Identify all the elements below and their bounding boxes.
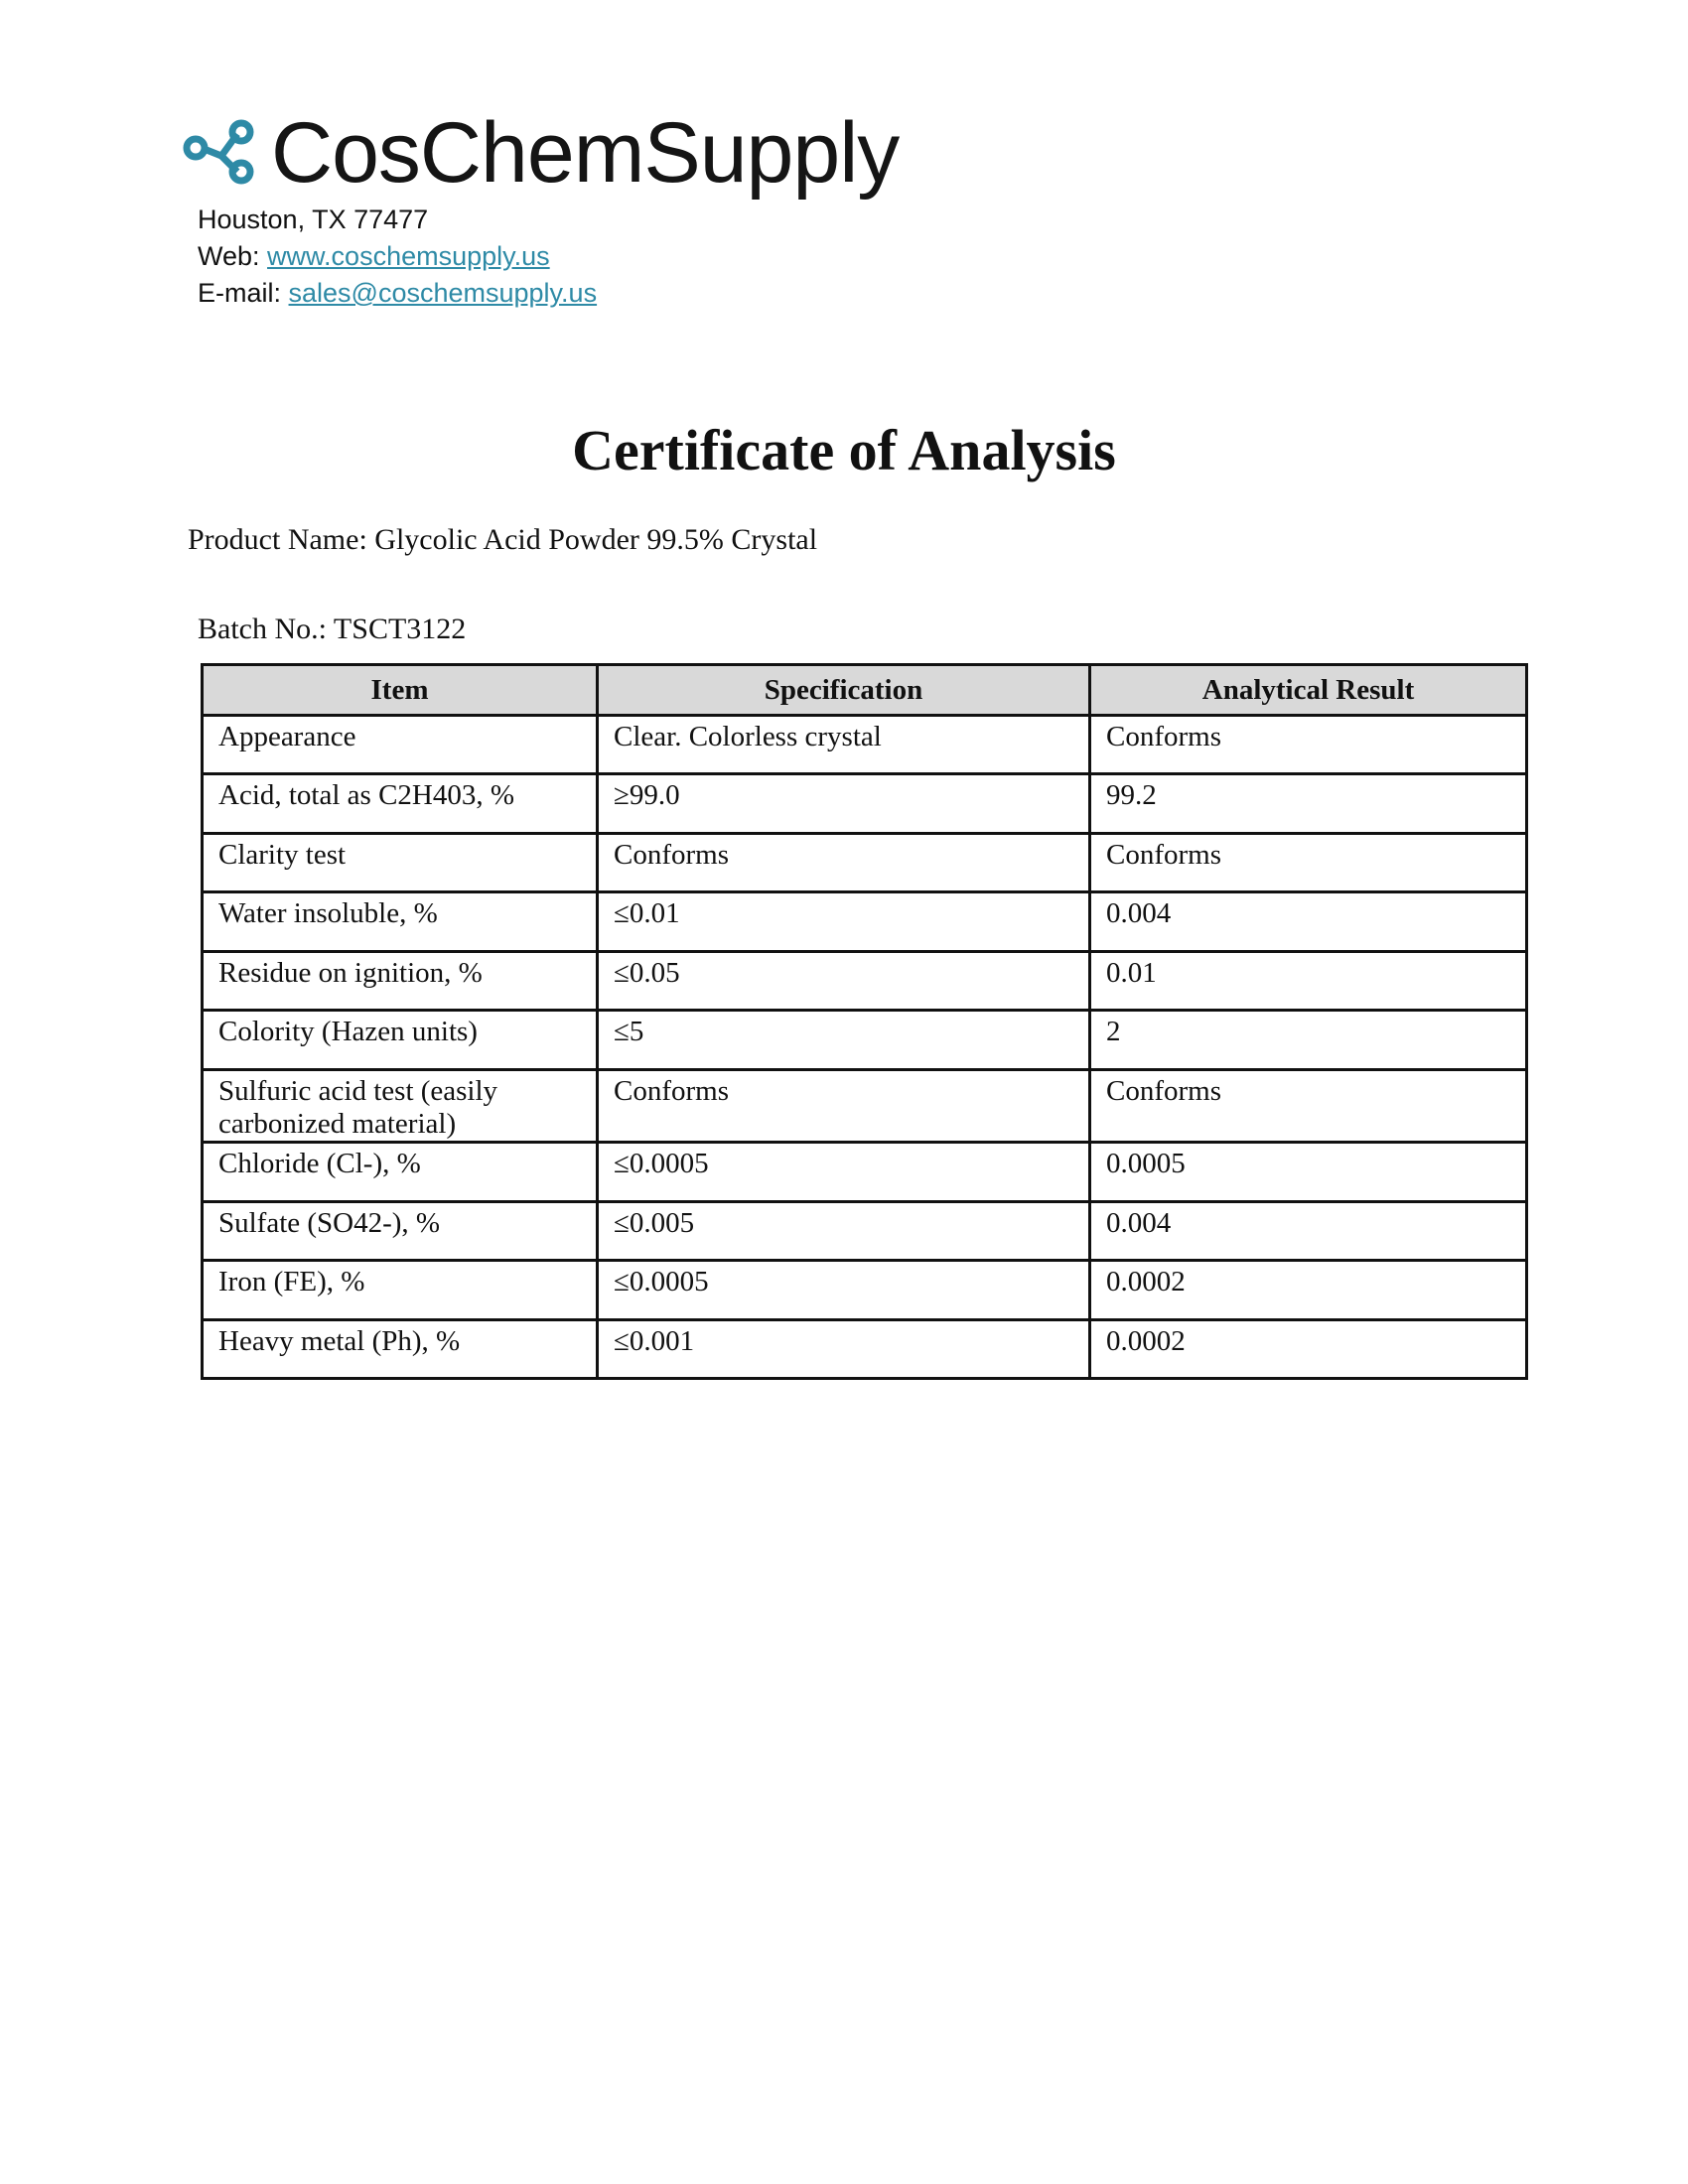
table-row (203, 1202, 1527, 1261)
email-line (198, 275, 597, 312)
cell-specification: Conforms (598, 1070, 1090, 1143)
email-label: E-mail: (198, 278, 282, 308)
molecule-icon (182, 118, 261, 188)
cell-specification: Clear. Colorless crystal (598, 716, 1090, 774)
cell-specification: ≤0.01 (598, 892, 1090, 952)
cell-item: Sulfuric acid test (easily carbonized material) (203, 1070, 598, 1143)
analysis-table (201, 663, 1528, 1380)
header-item: Item (203, 665, 598, 716)
table-row (203, 1143, 1527, 1202)
table-row (203, 892, 1527, 952)
cell-result: 0.0002 (1090, 1320, 1527, 1379)
cell-item: Appearance (203, 716, 598, 774)
cell-item: Colority (Hazen units) (203, 1011, 598, 1070)
page-title: Certificate of Analysis (572, 418, 1116, 482)
cell-specification: ≤5 (598, 1011, 1090, 1070)
cell-item: Water insoluble, % (203, 892, 598, 952)
product-name: Product Name: Glycolic Acid Powder 99.5% Crystal (188, 523, 818, 556)
cell-result: Conforms (1090, 834, 1527, 892)
web-label: Web: (198, 241, 260, 271)
cell-result: 0.0002 (1090, 1261, 1527, 1320)
cell-item: Clarity test (203, 834, 598, 892)
cell-specification: ≥99.0 (598, 774, 1090, 834)
table-row (203, 1320, 1527, 1379)
cell-result: 99.2 (1090, 774, 1527, 834)
email-link[interactable]: sales@coschemsupply.us (288, 278, 598, 308)
cell-item: Residue on ignition, % (203, 952, 598, 1011)
table-row (203, 716, 1527, 774)
address: Houston, TX 77477 (198, 205, 429, 234)
company-name: CosChemSupply (271, 105, 900, 201)
header-analytical-result: Analytical Result (1090, 665, 1527, 716)
header-specification: Specification (598, 665, 1090, 716)
company-logo (182, 103, 899, 203)
cell-specification: ≤0.0005 (598, 1261, 1090, 1320)
cell-item: Sulfate (SO42-), % (203, 1202, 598, 1261)
cell-result: Conforms (1090, 716, 1527, 774)
cell-result: 0.004 (1090, 892, 1527, 952)
batch-number: Batch No.: TSCT3122 (198, 613, 467, 645)
cell-item: Chloride (Cl-), % (203, 1143, 598, 1202)
cell-result: 0.0005 (1090, 1143, 1527, 1202)
cell-specification: ≤0.005 (598, 1202, 1090, 1261)
table-row (203, 834, 1527, 892)
web-line (198, 238, 597, 275)
website-link[interactable]: www.coschemsupply.us (267, 241, 550, 271)
table-row (203, 1261, 1527, 1320)
cell-result: 0.01 (1090, 952, 1527, 1011)
table-row (203, 1011, 1527, 1070)
contact-block (198, 202, 597, 312)
cell-specification: ≤0.001 (598, 1320, 1090, 1379)
cell-specification: ≤0.05 (598, 952, 1090, 1011)
cell-result: 0.004 (1090, 1202, 1527, 1261)
table-row (203, 952, 1527, 1011)
cell-specification: ≤0.0005 (598, 1143, 1090, 1202)
cell-result: 2 (1090, 1011, 1527, 1070)
cell-item: Heavy metal (Ph), % (203, 1320, 598, 1379)
cell-item: Acid, total as C2H403, % (203, 774, 598, 834)
cell-specification: Conforms (598, 834, 1090, 892)
cell-result: Conforms (1090, 1070, 1527, 1143)
cell-item: Iron (FE), % (203, 1261, 598, 1320)
table-row (203, 1070, 1527, 1143)
table-header-row (203, 665, 1527, 716)
table-row (203, 774, 1527, 834)
